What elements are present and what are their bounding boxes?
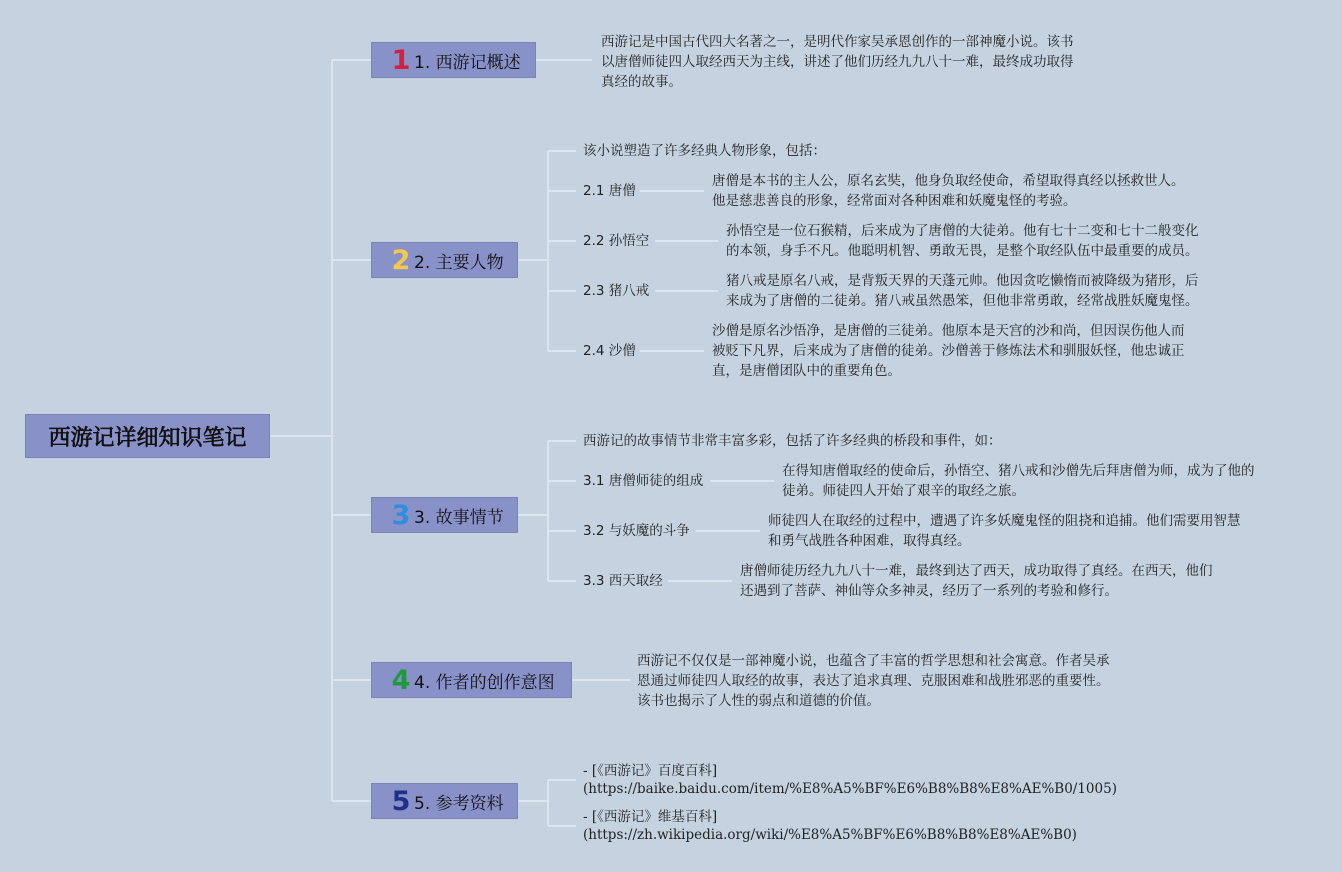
branch-characters[interactable]: [371, 242, 518, 278]
subtopic-sunwukong[interactable]: 2.2 孙悟空: [583, 233, 650, 249]
branch-intent[interactable]: [371, 662, 572, 698]
subtopic-tangseng[interactable]: 2.1 唐僧: [583, 183, 636, 199]
tangseng-text: 唐僧是本书的主人公，原名玄奘，他身负取经使命，希望取得真经以拯救世人。 他是慈悲善良的形象，经常面对各种困难和妖魔鬼怪的考验。: [712, 173, 1185, 209]
subtopic-west-journey[interactable]: 3.3 西天取经: [583, 573, 663, 589]
branch-label: 2. 主要人物: [414, 252, 504, 273]
branch-overview[interactable]: [371, 42, 536, 78]
branch-label: 3. 故事情节: [414, 507, 504, 528]
branch-label: 5. 参考资料: [414, 793, 504, 814]
overview-text: 西游记是中国古代四大名著之一，是明代作家吴承恩创作的一部神魔小说。该书 以唐僧师徒四人取经西天为主线，讲述了他们历经九九八十一难，最终成功取得 真经的故事。: [601, 34, 1074, 90]
branch-plot[interactable]: [371, 497, 518, 533]
plot-intro: 西游记的故事情节非常丰富多彩，包括了许多经典的桥段和事件，如：: [583, 433, 1002, 449]
reference-baidu[interactable]: - [《西游记》百度百科] (https://baike.baidu.com/item/%E8%A5%BF%E6%B8%B8%E8%AE%B0/1005): [583, 763, 1117, 797]
reference-wikipedia[interactable]: - [《西游记》维基百科] (https://zh.wikipedia.org/wiki/%E8%A5%BF%E6%B8%B8%E8%AE%B0): [583, 809, 1077, 843]
number-5-icon: 5: [391, 785, 411, 817]
root-topic[interactable]: [25, 414, 270, 458]
fight-demons-text: 师徒四人在取经的过程中，遭遇了许多妖魔鬼怪的阻挠和追捕。他们需要用智慧 和勇气战胜各种困难，取得真经。: [768, 513, 1241, 549]
sunwukong-text: 孙悟空是一位石猴精，后来成为了唐僧的大徒弟。他有七十二变和七十二般变化 的本领，身手不凡。他聪明机智、勇敢无畏，是整个取经队伍中最重要的成员。: [726, 223, 1199, 259]
shaseng-text: 沙僧是原名沙悟净，是唐僧的三徒弟。他原本是天宫的沙和尚，但因误伤他人而 被贬下凡界，后来成为了唐僧的徒弟。沙僧善于修炼法术和驯服妖怪，他忠诚正 直，是唐僧团队中的重要角色。: [712, 323, 1185, 379]
zhubajie-text: 猪八戒是原名八戒，是背叛天界的天蓬元帅。他因贪吃懒惰而被降级为猪形，后 来成为了唐僧的二徒弟。猪八戒虽然愚笨，但他非常勇敢，经常战胜妖魔鬼怪。: [726, 273, 1199, 309]
subtopic-zhubajie[interactable]: 2.3 猪八戒: [583, 283, 650, 299]
subtopic-formation[interactable]: 3.1 唐僧师徒的组成: [583, 473, 704, 489]
formation-text: 在得知唐僧取经的使命后，孙悟空、猪八戒和沙僧先后拜唐僧为师，成为了他的 徒弟。师徒四人开始了艰辛的取经之旅。: [782, 463, 1255, 499]
number-3-icon: 3: [391, 499, 411, 531]
root-title: 西游记详细知识笔记: [48, 425, 247, 451]
number-2-icon: 2: [391, 244, 411, 276]
subtopic-fight-demons[interactable]: 3.2 与妖魔的斗争: [583, 523, 690, 539]
west-journey-text: 唐僧师徒历经九九八十一难，最终到达了西天，成功取得了真经。在西天，他们 还遇到了菩萨、神仙等众多神灵，经历了一系列的考验和修行。: [740, 563, 1213, 599]
branch-label: 4. 作者的创作意图: [414, 672, 555, 693]
branch-references[interactable]: [371, 783, 518, 819]
intent-text: 西游记不仅仅是一部神魔小说，也蕴含了丰富的哲学思想和社会寓意。作者吴承 恩通过师徒四人取经的故事，表达了追求真理、克服困难和战胜邪恶的重要性。 该书也揭示了人性的弱点和道德的价值。: [637, 653, 1110, 709]
characters-intro: 该小说塑造了许多经典人物形象，包括：: [583, 143, 826, 159]
subtopic-shaseng[interactable]: 2.4 沙僧: [583, 343, 636, 359]
branch-label: 1. 西游记概述: [414, 52, 521, 73]
number-1-icon: 1: [391, 44, 411, 76]
number-4-icon: 4: [391, 664, 411, 696]
